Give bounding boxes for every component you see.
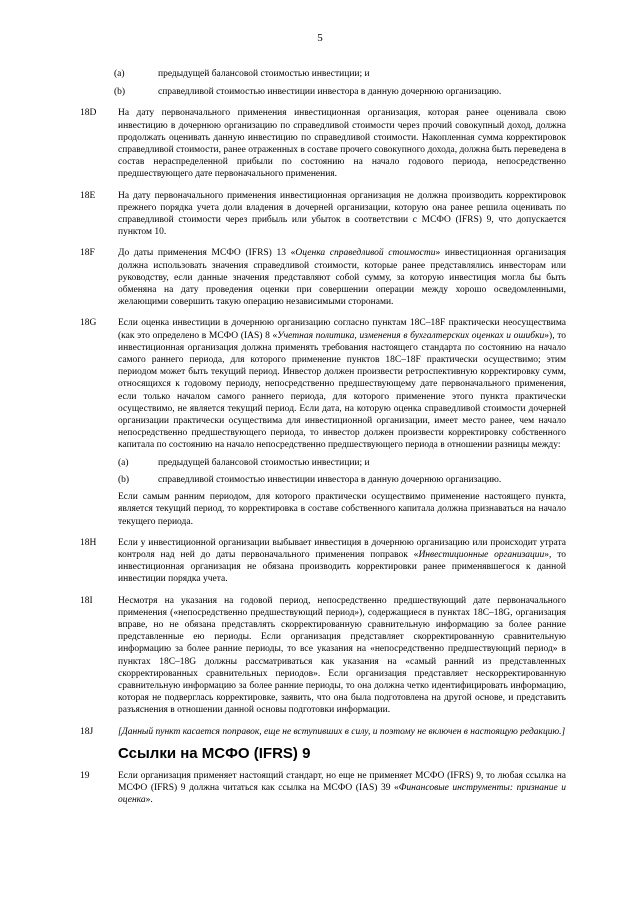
italic-title: Финансовые инструменты: признание и оценка xyxy=(118,783,566,806)
paragraph-text: На дату первоначального применения инвестиционная организация, которая ранее оценивала свою инвестицию в дочернюю организацию по справедливой стоимости через прочий совокупный доход, должна продолжать оценивать данную инвестицию по справедливой стоимости. Накопленная сумма корректировок справедливой стоимости, ранее отраженных в составе прочего совокупного дохода, должна быть переведена в состав нераспределенной прибыли по состоянию на начало годового периода, непосредственно предшествующего дате первоначального применения. xyxy=(118,108,566,180)
italic-title: Оценка справедливой стоимости xyxy=(295,248,436,259)
section-heading: Ссылки на МСФО (IFRS) 9 xyxy=(118,744,311,762)
intro-item-a xyxy=(80,68,566,80)
sub-item-a xyxy=(118,457,566,469)
text-run: До даты применения МСФО (IFRS) 13 « xyxy=(118,248,296,259)
paragraph-number: 18G xyxy=(80,318,97,329)
intro-item-b xyxy=(80,86,566,98)
item-text: предыдущей балансовой стоимостью инвестиции; и xyxy=(158,69,370,79)
paragraph-18f xyxy=(80,247,566,308)
paragraph-text xyxy=(118,770,566,807)
page-number: 5 xyxy=(317,32,323,44)
paragraph-number: 18D xyxy=(80,108,97,119)
paragraph-number: 18E xyxy=(80,190,96,201)
text-run: » инвестиционная организация должна использовать значения справедливой стоимости, которые ранее представлялись инвесторам или руководству, если данные значения представляют собой сумму, за которую инвестиция могла бы быть обменяна на дату проведения оценки при совершении операции между хорошо осведомленными, желающими совершить такую операцию независимыми сторонами. xyxy=(118,248,567,308)
paragraph-18d xyxy=(80,107,566,180)
item-label: (b) xyxy=(118,474,130,485)
paragraph-18e xyxy=(80,190,566,239)
text-run: Если организация применяет настоящий стандарт, но еще не применяет МСФО (IFRS) 9, то любая ссылка на МСФО (IFRS) 9 должна читаться как ссылка на МСФО (IAS) 39 « xyxy=(118,770,566,794)
paragraph-18j xyxy=(80,726,566,738)
paragraph-text: [Данный пункт касается поправок, еще не вступивших в силу, и поэтому не включен в настоящую редакцию.] xyxy=(118,726,566,737)
paragraph-text: Если самым ранним периодом, для которого практически осуществимо применение настоящего пункта, является текущий период, то корректировка в составе собственного капитала должна признаваться на начало текущего периода. xyxy=(118,492,566,527)
paragraph-18h xyxy=(80,537,566,586)
paragraph-number: 18I xyxy=(80,595,93,606)
text-run: », то инвестиционная организация не обязана производить корректировки ранее применявшегося к данной инвестиции порядка учета. xyxy=(118,549,566,585)
text-run: Если оценка инвестиции в дочернюю организацию согласно пунктам 18C–18F практически неосуществима (как это определено в МСФО (IAS) 8 « xyxy=(118,318,566,341)
paragraph-number: 19 xyxy=(80,770,90,781)
sub-item-b xyxy=(118,474,566,486)
item-label: (a) xyxy=(118,457,129,468)
paragraph-number: 18F xyxy=(80,248,95,259)
italic-title: Учетная политика, изменения в бухгалтерских оценках и ошибки xyxy=(277,330,545,341)
text-run: ». xyxy=(145,795,153,806)
paragraph-19 xyxy=(80,770,566,807)
paragraph-number: 18H xyxy=(80,537,97,548)
paragraph-text xyxy=(118,317,566,451)
paragraph-18i xyxy=(80,595,566,717)
paragraph-body xyxy=(118,317,566,527)
paragraph-number: 18J xyxy=(80,726,94,737)
paragraph-text xyxy=(118,247,566,308)
item-text: предыдущей балансовой стоимостью инвестиции; и xyxy=(158,457,370,468)
paragraph-text: Несмотря на указания на годовой период, непосредственно предшествующий дате первоначального применения («непосредственно предшествующий период»), содержащиеся в пунктах 18C–18G, организация вправе, но не обязана представлять скорректированную сравнительную информацию за более ранние представленные ею периоды. Если организация представляет скорректированную сравнительную информацию за более ранние периоды, то все указания на «непосредственно предшествующий период» в пунктах 18C–18G должны рассматриваться как указания на «самый ранний из представленных скорректированных сравнительных периодов». Если организация представляет нескорректированную сравнительную информацию за более ранние периоды, то она должна четко идентифицировать информацию, которая не подверглась корректировке, заявить, что она была подготовлена на другой основе, и представить разъяснения в отношении данной основы подготовки информации. xyxy=(118,595,566,716)
item-text: справедливой стоимостью инвестиции инвестора в данную дочернюю организацию. xyxy=(158,87,502,98)
item-label: (b) xyxy=(114,87,126,98)
paragraph-text: На дату первоначального применения инвестиционная организация не должна производить корректировок прежнего порядка учета доли владения в дочерней организации, которую она ранее решила оценивать по справедливой стоимости через прибыль или убыток в соответствии с МСФО (IFRS) 9, что допускается пунктом 10. xyxy=(118,190,566,238)
document-body xyxy=(80,68,566,816)
text-run: Если у инвестиционной организации выбывает инвестиция в дочернюю организацию или происходит утрата контроля над ней до даты первоначального применения поправок « xyxy=(118,537,566,560)
italic-title: Инвестиционные организации xyxy=(418,549,545,560)
paragraph-18g xyxy=(80,317,566,527)
item-label: (a) xyxy=(114,69,125,79)
paragraph-text xyxy=(118,537,566,586)
item-text: справедливой стоимостью инвестиции инвестора в данную дочернюю организацию. xyxy=(158,474,502,485)
text-run: »), то инвестиционная организация должна применять требования настоящего стандарта по состоянию на начало самого раннего периода, для которого применение пунктов 18C–18F практически осуществимо; этим периодом может быть текущий период. Инвестор должен произвести ретроспективную корректировку сумм, относящихся к годовому периоду, непосредственно предшествующему дате первоначального применения, если только началом самого раннего периода, для которого применение этого пункта практически осуществимо, не является текущий период. Если дата, на которую оценка справедливой стоимости дочерней организации практически осуществима для инвестиционной организации, имеет место ранее, чем начало непосредственно предшествующего периода, то инвестор должен произвести корректировку собственного капитала по состоянию на начало непосредственно предшествующего периода в отношении разницы между: xyxy=(118,330,566,451)
